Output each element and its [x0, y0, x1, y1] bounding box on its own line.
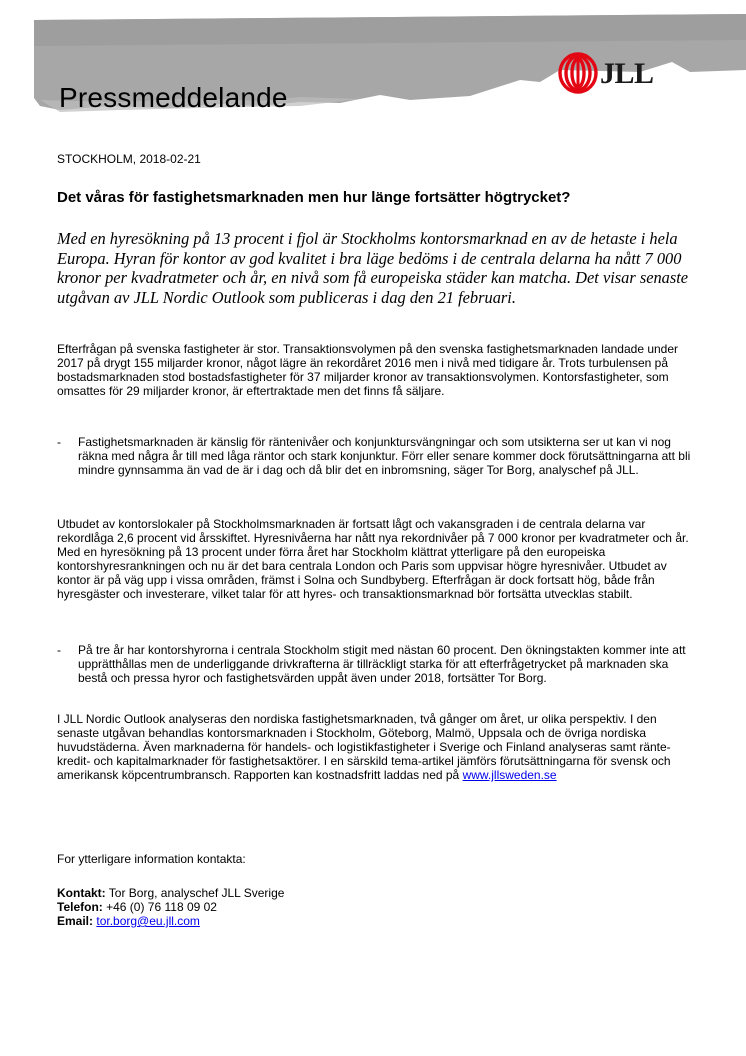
body-paragraph-3-text: I JLL Nordic Outlook analyseras den nordiska fastighetsmarknaden, två gånger om året, ur olika perspektiv. I den senaste utgåvan behandlas kontorsmarknaden i Stockholm, Göteborg, Malmö, Uppsala och de övriga nordiska huvudstäderna. Även marknaderna för handels- och logistikfastigheter i Sverige och Finland analyseras samt ränte- kredit- och kapitalmarknader för fastighetsaktörer. I en särskild tema-artikel jämförs förutsättningarna för svensk och amerikansk köpcentrumbransch. Rapporten kan kostnadsfritt laddas ned på	[57, 712, 671, 782]
email-link[interactable]: tor.borg@eu.jll.com	[96, 914, 200, 928]
lead-paragraph: Med en hyresökning på 13 procent i fjol är Stockholms kontorsmarknad en av de hetaste i hela Europa. Hyran för kontor av god kvalitet i bra läge bedöms i de centrala delarna ha nått 7 000 kronor per kvadratmeter och år, en nivå som få europeiska städer kan matcha. Det visar senaste utgåvan av JLL Nordic Outlook som publiceras i dag den 21 februari.	[57, 229, 689, 307]
page-title: Pressmeddelande	[59, 82, 288, 113]
quote-2	[57, 643, 697, 685]
quote-1	[57, 435, 697, 477]
kontakt-value: Tor Borg, analyschef JLL Sverige	[105, 886, 285, 900]
email-label: Email:	[57, 914, 94, 928]
quote-1-text: Fastighetsmarknaden är känslig för räntenivåer och konjunktursvängningar och som utsikterna ser ut kan vi nog räkna med några år till med låga räntor och stark konjunktur. Förr eller senare kommer dock förutsättningarna att bli mindre gynnsamma än vad de är i dag och då blir det en inbromsning, säger Tor Borg, analyschef på JLL.	[78, 435, 691, 477]
telefon-label: Telefon:	[57, 900, 103, 914]
kontakt-label: Kontakt:	[57, 886, 106, 900]
quote-dash: -	[57, 435, 61, 449]
telefon-value: +46 (0) 76 118 09 02	[102, 900, 217, 914]
contact-email	[57, 914, 200, 928]
contact-kontakt	[57, 886, 284, 900]
body-paragraph-1: Efterfrågan på svenska fastigheter är stor. Transaktionsvolymen på den svenska fastighetsmarknaden landade under 2017 på drygt 155 miljarder kronor, något lägre än rekordåret 2016 men i nivå med tidigare år. Trots turbulensen på bostadsmarknaden stod bostadsfastigheter för 37 miljarder kronor av transaktionsvolymen. Kontorsfastigheter, som omsattes för 29 miljarder kronor, är eftertraktade men det finns få säljare.	[57, 342, 679, 398]
quote-dash: -	[57, 643, 61, 657]
contact-telefon	[57, 900, 217, 914]
quote-2-text: På tre år har kontorshyrorna i centrala Stockholm stigit med nästan 60 procent. Den ökningstakten kommer inte att upprätthållas men de underliggande drivkrafterna är tillräckligt starka för att efterfrågetrycket på marknaden ska bestå och pressa hyror och fastighetsvärden uppåt även under 2018, fortsätter Tor Borg.	[78, 643, 686, 685]
dateline: STOCKHOLM, 2018-02-21	[57, 152, 201, 166]
contact-intro: For ytterligare information kontakta:	[57, 852, 246, 866]
body-paragraph-3	[57, 712, 697, 782]
jll-logo-text: JLL	[600, 57, 654, 90]
jllsweden-link[interactable]: www.jllsweden.se	[462, 768, 557, 782]
body-paragraph-2: Utbudet av kontorslokaler på Stockholmsmarknaden är fortsatt lågt och vakansgraden i de centrala delarna var rekordlåga 2,6 procent vid årsskiftet. Hyresnivåerna har nått nya rekordnivåer på 7 000 kronor per kvadratmeter och år. Med en hyresökning på 13 procent under förra året har Stockholm klättrat ytterligare på den europeiska kontorshyresrankningen och nu är det bara centrala London och Paris som uppvisar högre hyresnivåer. Utbudet av kontor är på väg upp i vissa områden, främst i Solna och Sundbyberg. Efterfrågan är dock fortsatt hög, både från hyresgäster och investerare, vilket talar för att hyres- och transaktionsmarknad bör fortsätta utvecklas stabilt.	[57, 517, 689, 601]
headline: Det våras för fastighetsmarknaden men hur länge fortsätter högtrycket?	[57, 189, 571, 206]
